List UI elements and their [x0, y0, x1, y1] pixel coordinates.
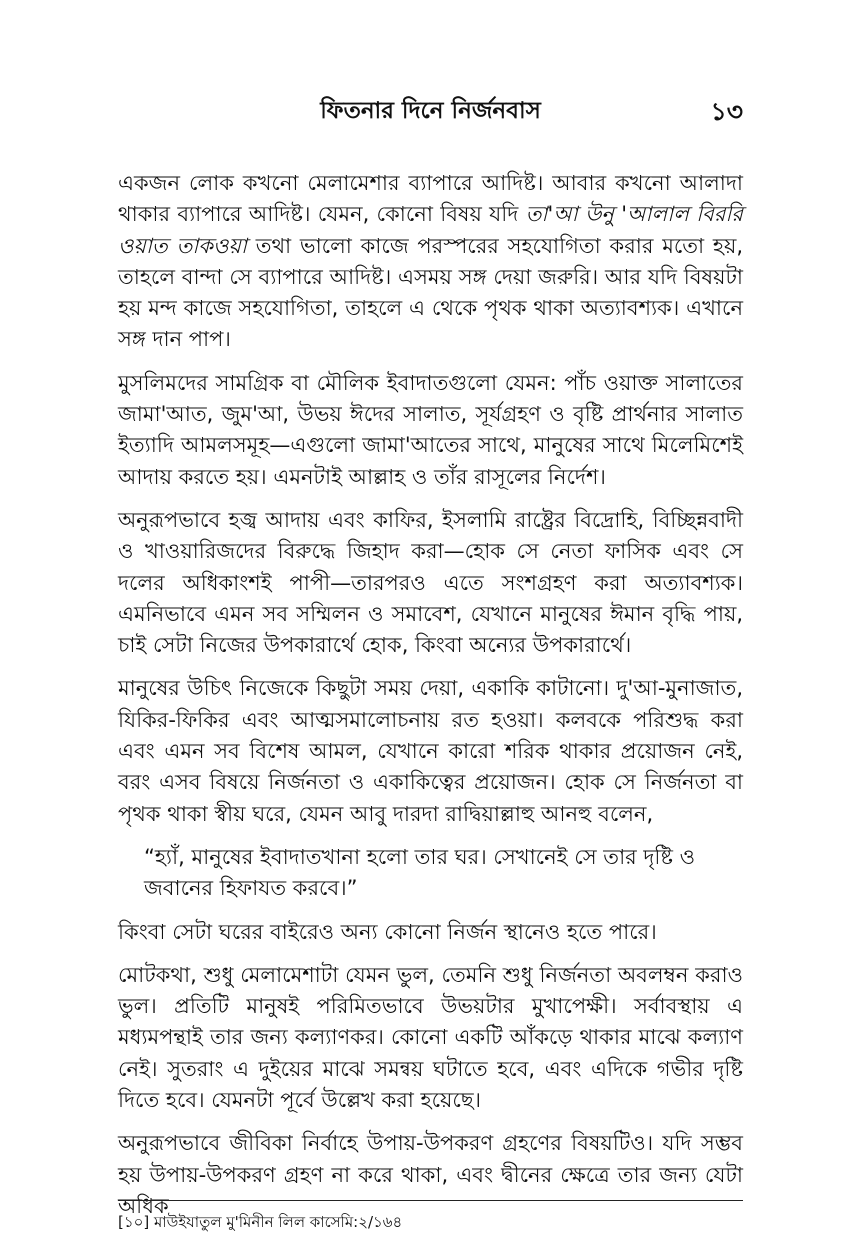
page-header — [118, 92, 743, 132]
paragraph-4: মানুষের উচিৎ নিজেকে কিছুটা সময় দেয়া, একাকি কাটানো। দু'আ-মুনাজাত, যিকির-ফিকির এবং আত্মসমালোচনায় রত হওয়া। কলবকে পরিশুদ্ধ করা এবং এমন সব বিশেষ আমল, যেখানে কারো শরিক থাকার প্রয়োজন নেই, বরং এসব বিষয়ে নির্জনতা ও একাকিত্বের প্রয়োজন। হোক সে নির্জনতা বা পৃথক থাকা স্বীয় ঘরে, যেমন আবু দারদা রাদ্বিয়াল্লাহু আনহু বলেন, — [118, 676, 743, 826]
page-number: ১৩ — [710, 97, 743, 126]
running-title: ফিতনার দিনে নির্জনবাস — [320, 98, 541, 124]
paragraph-3: অনুরূপভাবে হজ্ব আদায় এবং কাফির, ইসলামি রাষ্ট্রের বিদ্রোহি, বিচ্ছিন্নবাদী ও খাওয়ারিজদের বিরুদ্ধে জিহাদ করা—হোক সে নেতা ফাসিক এবং সে দলের অধিকাংশই পাপী—তারপরও এতে সংশগ্রহণ করা অত্যাবশ্যক। এমনিভাবে এমন সব সম্মিলন ও সমাবেশ, যেখানে মানুষের ঈমান বৃদ্ধি পায়, চাই সেটা নিজের উপকারার্থে হোক, কিংবা অন্যের উপকারার্থে। — [118, 507, 743, 658]
footnote: [১০] মাউইযাতুল মু'মিনীন লিল কাসেমি:২/১৬৪ — [118, 1213, 403, 1231]
block-quote: “হ্যাঁ, মানুষের ইবাদাতখানা হলো তার ঘর। সেখানেই সে তার দৃষ্টি ও জবানের হিফাযত করবে।” — [144, 844, 696, 901]
paragraph-5: কিংবা সেটা ঘরের বাইরেও অন্য কোনো নির্জন স্থানেও হতে পারে। — [118, 919, 657, 944]
paragraph-2: মুসলিমদের সামগ্রিক বা মৌলিক ইবাদাতগুলো যেমন: পাঁচ ওয়াক্ত সালাতের জামা'আত, জুম'আ, উভয় ঈদের সালাত, সূর্যগ্রহণ ও বৃষ্টি প্রার্থনার সালাত ইত্যাদি আমলসমূহ—এগুলো জামা'আতের সাথে, মানুষের সাথে মিলেমিশেই আদায় করতে হয়। এমনটাই আল্লাহ ও তাঁর রাসূলের নির্দেশ। — [118, 370, 743, 489]
paragraph-1-transliteration: তা'আ উনু 'আলাল বিররি ওয়াত তাকওয়া — [118, 202, 743, 258]
paragraph-1-text-a: একজন লোক কখনো মেলামেশার ব্যাপারে আদিষ্ট। আবার কখনো আলাদা থাকার ব্যাপারে আদিষ্ট। যেমন, কোনো বিষয় যদি — [118, 171, 743, 227]
paragraph-1-text-b: তথা ভালো কাজে পরস্পরের সহযোগিতা করার মতো হয়, তাহলে বান্দা সে ব্যাপারে আদিষ্ট। এসময় সঙ্গ দেয়া জরুরি। আর যদি বিষয়টা হয় মন্দ কাজে সহযোগিতা, তাহলে এ থেকে পৃথক থাকা অত্যাবশ্যক। এখানে সঙ্গ দান পাপ। — [118, 233, 744, 352]
paragraph-7: অনুরূপভাবে জীবিকা নির্বাহে উপায়-উপকরণ গ্রহণের বিষয়টিও। যদি সম্ভব হয় উপায়-উপকরণ গ্রহণ না করে থাকা, এবং দ্বীনের ক্ষেত্রে তার জন্য যেটা অধিক — [118, 1131, 743, 1218]
body-text — [118, 168, 743, 1234]
paragraph-6: মোটকথা, শুধু মেলামেশাটা যেমন ভুল, তেমনি শুধু নির্জনতা অবলম্বন করাও ভুল। প্রতিটি মানুষই পরিমিতভাবে উভয়টার মুখাপেক্ষী। সর্বাবস্থায় এ মধ্যমপন্থাই তার জন্য কল্যাণকর। কোনো একটি আঁকড়ে থাকার মাঝে কল্যাণ নেই। সুতরাং এ দুইয়ের মাঝে সমন্বয় ঘটাতে হবে, এবং এদিকে গভীর দৃষ্টি দিতে হবে। যেমনটা পূর্বে উল্লেখ করা হয়েছে। — [118, 962, 743, 1113]
footnote-divider — [118, 1200, 743, 1201]
paragraph-1 — [118, 168, 743, 356]
